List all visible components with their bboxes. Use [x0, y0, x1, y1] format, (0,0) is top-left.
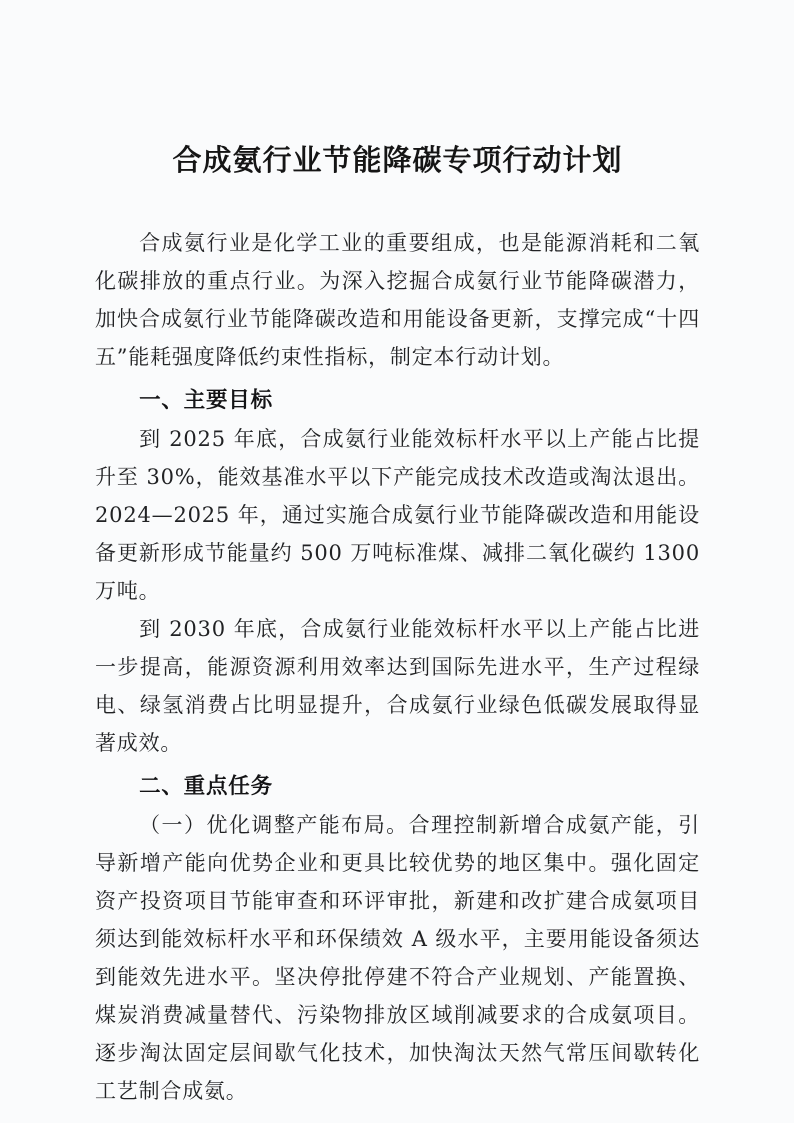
- section-heading-key-tasks: 二、重点任务: [139, 774, 273, 799]
- section-heading-main-goals: 一、主要目标: [139, 388, 273, 413]
- task1-body-text: 合理控制新增合成氨产能，引导新增产能向优势企业和更具比较优势的地区集中。强化固定资产投资项目节能审查和环评审批，新建和改扩建合成氨项目须达到能效标杆水平和环保绩效 A 级水平，主要用能设备须达到能效先进水平。坚决停批停建不符合产业规划、产能置换、煤炭消费减量替代、污染物排放区域削减要求的合成氨项目。逐步淘汰固定层间歇气化技术，加快淘汰天然气常压间歇转化工艺制合成氨。: [95, 813, 700, 1103]
- intro-paragraph: 合成氨行业是化学工业的重要组成，也是能源消耗和二氧化碳排放的重点行业。为深入挖掘合成氨行业节能降碳潜力，加快合成氨行业节能降碳改造和用能设备更新，支撑完成“十四五”能耗强度降低约束性指标，制定本行动计划。: [95, 231, 700, 369]
- goal-2025-paragraph: 到 2025 年底，合成氨行业能效标杆水平以上产能占比提升至 30%，能效基准水平以下产能完成技术改造或淘汰退出。2024—2025 年，通过实施合成氨行业节能降碳改造和用能设备更新形成节能量约 500 万吨标准煤、减排二氧化碳约 1300 万吨。: [95, 427, 700, 603]
- document-title: 合成氨行业节能降碳专项行动计划: [172, 143, 623, 177]
- goal-2030-paragraph: 到 2030 年底，合成氨行业能效标杆水平以上产能占比进一步提高，能源资源利用效率达到国际先进水平，生产过程绿电、绿氢消费占比明显提升，合成氨行业绿色低碳发展取得显著成效。: [95, 617, 700, 755]
- task1-lead-label: （一）优化调整产能布局。: [139, 813, 409, 837]
- task1-paragraph: [95, 806, 700, 1110]
